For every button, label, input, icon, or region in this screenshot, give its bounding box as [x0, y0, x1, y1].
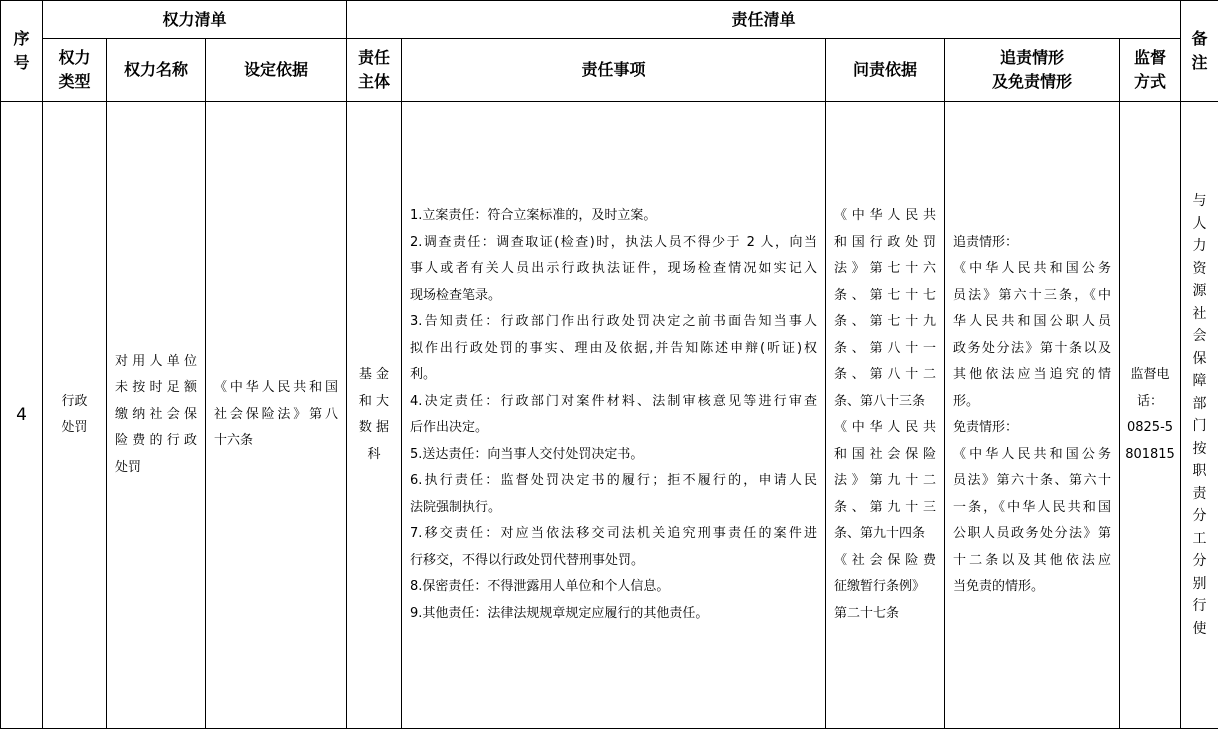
- accountability-line: 法》第七十六: [834, 261, 936, 276]
- item-line: 后作出决定。: [410, 420, 489, 435]
- remark-cell: [1181, 102, 1218, 729]
- basis-line: 社会保险法》第八: [214, 406, 338, 422]
- header-responsible-subject: 责任主体: [347, 39, 402, 102]
- power-name-line: 处罚: [115, 459, 142, 475]
- header-responsibility-list: 责任清单: [347, 1, 1181, 39]
- accountability-line: 法》第九十二: [834, 473, 936, 488]
- item-line: 事人或者有关人员出示行政执法证件，现场检查情况如实记入: [410, 261, 817, 276]
- accountability-line: 条、第七十七: [834, 287, 936, 303]
- header-supervision-method: 监督方式: [1120, 39, 1181, 102]
- basis-line: 十六条: [214, 433, 254, 449]
- responsibility-items-cell: [402, 102, 826, 729]
- header-accountability-basis: 问责依据: [826, 39, 945, 102]
- item-line: 法院强制执行。: [410, 499, 502, 515]
- accountability-line: 《社会保险费: [834, 552, 936, 568]
- basis-line: 《中华人民共和国: [214, 380, 338, 396]
- item-line: 行移交，不得以行政处罚代替刑事处罚。: [410, 552, 645, 568]
- accountability-line: 条、第八十二: [834, 367, 936, 382]
- subject-line: 基 金: [358, 367, 390, 382]
- power-name-line: 对用人单位: [115, 353, 197, 369]
- pursuit-line: 当免责的情形。: [953, 579, 1045, 594]
- supervision-line: 监督电: [1130, 367, 1170, 382]
- pursuit-line: 员法》第六十条、第六十: [953, 473, 1111, 488]
- header-power-name: 权力名称: [107, 39, 206, 102]
- supervision-line: 话：: [1137, 393, 1164, 409]
- pursuit-line: 其他依法应当追究的情: [953, 367, 1111, 382]
- header-pursuit-exemption: 追责情形 及免责情形: [945, 39, 1120, 102]
- item-line: 4.决定责任：行政部门对案件材料、法制审核意见等进行审查: [410, 393, 817, 409]
- accountability-line: 条、第九十四条: [834, 526, 926, 541]
- accountability-line: 条、第九十三: [834, 499, 936, 515]
- power-name-line: 未按时足额: [115, 380, 197, 396]
- item-line: 利。: [410, 367, 437, 382]
- header-remark: 备注: [1181, 1, 1218, 102]
- pursuit-exemption-cell: [945, 102, 1120, 729]
- accountability-line: 《中华人民共: [834, 208, 936, 223]
- accountability-line: 第二十七条: [834, 605, 900, 621]
- header-power-list: 权力清单: [43, 1, 347, 39]
- item-line: 5.送达责任：向当事人交付处罚决定书。: [410, 446, 644, 462]
- accountability-line: 条、第七十九: [834, 314, 936, 329]
- pursuit-line: 员法》第六十三条，《中: [953, 287, 1111, 303]
- setting-basis-cell: [206, 102, 347, 729]
- subject-line: 和 大: [358, 393, 390, 409]
- subject-line: 科: [367, 446, 381, 462]
- pursuit-line: 公职人员政务处分法》第: [953, 526, 1111, 541]
- subject-line: 数 据: [358, 420, 390, 435]
- accountability-line: 条、第八十一: [834, 340, 936, 356]
- pursuit-line: 《中华人民共和国公务: [953, 261, 1111, 276]
- power-name-line: 险费的行政: [115, 433, 197, 449]
- power-type-line: 处罚: [61, 420, 88, 435]
- item-line: 1.立案责任：符合立案标准的，及时立案。: [410, 208, 657, 223]
- power-type-line: 行政: [61, 393, 88, 409]
- power-name-line: 缴纳社会保: [115, 406, 197, 422]
- accountability-line: 条、第八十三条: [834, 393, 926, 409]
- accountability-line: 和国社会保险: [834, 446, 936, 462]
- row-seq: 4: [1, 102, 43, 729]
- item-line: 6.执行责任：监督处罚决定书的履行；拒不履行的，申请人民: [410, 473, 817, 488]
- pursuit-line: 免责情形：: [953, 420, 1019, 435]
- item-line: 3.告知责任：行政部门作出行政处罚决定之前书面告知当事人: [410, 314, 817, 329]
- accountability-line: 《中华人民共: [834, 420, 936, 435]
- accountability-line: 征缴暂行条例》: [834, 579, 926, 594]
- pursuit-line: 《中华人民共和国公务: [953, 446, 1111, 462]
- header-setting-basis: 设定依据: [206, 39, 347, 102]
- item-line: 9.其他责任：法律法规规章规定应履行的其他责任。: [410, 605, 709, 621]
- item-line: 拟作出行政处罚的事实、理由及依据,并告知陈述申辩(听证)权: [410, 340, 817, 356]
- supervision-line: 801815: [1125, 446, 1175, 462]
- pursuit-line: 十二条以及其他依法应: [953, 552, 1111, 568]
- item-line: 8.保密责任：不得泄露用人单位和个人信息。: [410, 579, 670, 594]
- supervision-method-cell: [1120, 102, 1181, 729]
- remark-text: 与人力资源社会保障部门按职责分工分别行使: [1192, 193, 1207, 637]
- pursuit-line: 形。: [953, 393, 980, 409]
- header-seq: 序号: [1, 1, 43, 102]
- item-line: 现场检查笔录。: [410, 287, 502, 303]
- item-line: 7.移交责任：对应当依法移交司法机关追究刑事责任的案件进: [410, 526, 817, 541]
- accountability-basis-cell: [826, 102, 945, 729]
- accountability-line: 和国行政处罚: [834, 234, 936, 250]
- pursuit-line: 一条，《中华人民共和国: [953, 499, 1111, 515]
- pursuit-line: 追责情形：: [953, 234, 1019, 250]
- power-type-cell: [43, 102, 107, 729]
- power-name-cell: [107, 102, 206, 729]
- pursuit-line: 政务处分法》第十条以及: [953, 340, 1111, 356]
- header-responsibility-items: 责任事项: [402, 39, 826, 102]
- supervision-line: 0825-5: [1126, 420, 1174, 435]
- pursuit-line: 华人民共和国公职人员: [953, 314, 1111, 329]
- item-line: 2.调查责任：调查取证(检查)时，执法人员不得少于 2 人，向当: [410, 234, 817, 250]
- header-power-type: 权力类型: [43, 39, 107, 102]
- responsible-subject-cell: [347, 102, 402, 729]
